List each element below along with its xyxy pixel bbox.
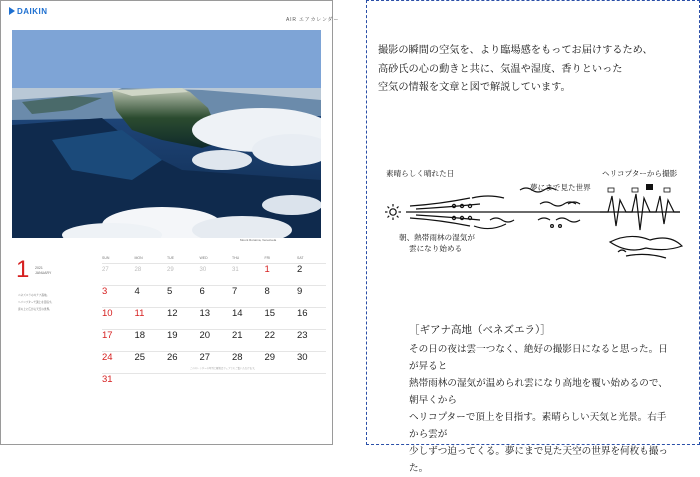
day-number: 10: [102, 308, 113, 319]
calendar-day-cell: [265, 309, 296, 329]
calendar-day-cell: [297, 331, 328, 351]
calendar-day-cell: [232, 287, 263, 307]
intro-text: [378, 42, 678, 98]
calendar-day-cell: [135, 287, 166, 307]
calendar-day-cell: [232, 265, 263, 285]
story-line: ヘリコプターで頂上を目指す。素晴らしい天気と光景。右手から雲が: [409, 412, 667, 440]
day-number: 25: [134, 352, 146, 363]
month-text-line: ベネズエラのギアナ高地。: [18, 294, 50, 297]
photo-caption: Mount Roraima, Venezuela: [240, 238, 277, 242]
day-number: 24: [102, 352, 113, 363]
calendar-day-cell: [200, 265, 231, 285]
flag-icons: [608, 184, 670, 192]
calendar-day-cell: [297, 375, 328, 395]
week-separator: [102, 263, 326, 264]
day-number: 30: [297, 352, 308, 363]
day-of-week-label: FRI: [264, 256, 271, 260]
month-year: 2021: [35, 266, 43, 270]
day-number: 6: [199, 286, 205, 297]
day-number: 28: [232, 352, 243, 363]
air-label: AIR エアカレンダー: [286, 17, 340, 23]
month-text-line: 雲の上に広がる天空の世界。: [18, 308, 52, 311]
logo-mark-icon: [9, 7, 15, 15]
calendar-day-cell: [232, 375, 263, 395]
day-of-week-label: SUN: [102, 256, 110, 260]
day-of-week-label: MON: [134, 256, 143, 260]
calendar-day-cell: [135, 375, 166, 395]
month-text-line: ヘリコプターで頂上を目指す。: [18, 301, 54, 304]
story-title: ［ギアナ高地（ベネズエラ）］: [409, 324, 551, 336]
day-number: 9: [297, 286, 303, 297]
story-line: 少しずつ迫ってくる。夢にまで見た天空の世界を何枚も撮った。: [409, 446, 669, 474]
camera-icon: [646, 184, 653, 190]
calendar-day-cell: [135, 265, 166, 285]
day-number: 29: [264, 352, 276, 363]
day-number: 8: [264, 286, 270, 297]
story-text: [409, 341, 671, 477]
day-of-week-label: THU: [232, 256, 240, 260]
intro-line: 空気の情報を文章と図で解説しています。: [378, 82, 571, 93]
label-heli: ヘリコプターから撮影: [602, 169, 678, 178]
calendar-day-cell: [200, 309, 231, 329]
calendar-day-cell: [167, 265, 198, 285]
calendar-day-cell: [265, 287, 296, 307]
label-morning-line: 朝、熱帯雨林の湿気が: [399, 233, 475, 242]
calendar-day-cell: [265, 331, 296, 351]
intro-line: 高砂氏の心の動きと共に、気温や湿度、香りといった: [378, 63, 623, 75]
day-number: 14: [232, 308, 243, 319]
calendar-day-cell: [167, 331, 198, 351]
day-number: 15: [264, 308, 276, 319]
calendar-day-cell: [102, 287, 133, 307]
month-subtitle: [35, 266, 51, 276]
calendar-day-cell: [135, 331, 166, 351]
calendar-day-cell: [200, 287, 231, 307]
label-morning: [399, 232, 475, 254]
sun-icon: [385, 204, 401, 220]
day-number: 12: [167, 308, 178, 319]
calendar-day-cell: [102, 265, 133, 285]
calendar-day-cell: [232, 353, 263, 373]
day-of-week-label: WED: [199, 256, 208, 260]
label-morning-line: 雲になり始める: [409, 244, 463, 253]
logo-text: DAIKIN: [17, 7, 48, 16]
mesa-illustration: [12, 30, 321, 238]
day-number: 29: [167, 267, 174, 273]
calendar-day-cell: [167, 287, 198, 307]
calendar-day-cell: [297, 309, 328, 329]
day-number: 27: [102, 267, 109, 273]
day-number: 27: [199, 352, 211, 363]
calendar-notes: このカレンダーの写真と解説はウェブでもご覧いただけます。: [190, 367, 257, 370]
calendar-day-cell: [135, 353, 166, 373]
calendar-day-cell: [297, 265, 328, 285]
month-description: [18, 292, 96, 313]
calendar-day-cell: [265, 265, 296, 285]
landscape-photo: [12, 30, 321, 238]
calendar-day-cell: [102, 309, 133, 329]
day-number: 16: [297, 308, 308, 319]
daikin-logo: [9, 7, 48, 16]
day-number: 17: [102, 330, 113, 341]
calendar-day-cell: [265, 353, 296, 373]
day-number: 5: [167, 286, 173, 297]
month-number: 1: [16, 256, 30, 283]
day-number: 23: [297, 330, 308, 341]
day-number: 2: [297, 264, 303, 275]
calendar-day-cell: [102, 331, 133, 351]
calendar-day-cell: [232, 309, 263, 329]
day-number: 4: [134, 286, 140, 297]
day-number: 28: [134, 267, 142, 273]
calendar-day-cell: [265, 375, 296, 395]
day-number: 1: [264, 264, 270, 275]
air-diagram: [370, 160, 700, 270]
calendar-day-cell: [200, 353, 231, 373]
story-line: その日の夜は雲一つなく、絶好の撮影日になると思った。日が昇ると: [409, 344, 668, 372]
day-number: 26: [167, 352, 178, 363]
intro-line: 撮影の瞬間の空気を、より臨場感をもってお届けするため、: [378, 45, 653, 56]
day-number: 20: [199, 330, 211, 341]
story-line: 熱帯雨林の湿気が温められ雲になり高地を覆い始めるので、朝早くから: [409, 378, 668, 406]
calendar-day-cell: [167, 309, 198, 329]
label-dream: 夢にまで見た世界: [530, 183, 591, 192]
day-number: 7: [232, 286, 238, 297]
calendar-day-cell: [102, 375, 133, 395]
label-sunny: 素晴らしく晴れた日: [386, 169, 455, 178]
week-separator: [102, 373, 326, 374]
day-number: 19: [167, 330, 178, 341]
calendar-day-cell: [297, 287, 328, 307]
day-number: 21: [232, 330, 243, 341]
day-number: 18: [134, 330, 146, 341]
calendar-day-cell: [102, 353, 133, 373]
day-number: 13: [199, 308, 211, 319]
calendar-day-cell: [200, 375, 231, 395]
calendar-day-cell: [167, 375, 198, 395]
day-number: 22: [264, 330, 276, 341]
day-of-week-label: SAT: [297, 256, 304, 260]
day-number: 31: [232, 267, 239, 273]
calendar-day-cell: [135, 309, 166, 329]
calendar-day-cell: [297, 353, 328, 373]
month-name: JANUARY: [35, 271, 52, 275]
day-number: 3: [102, 286, 108, 297]
day-number: 11: [134, 308, 145, 319]
calendar-day-cell: [167, 353, 198, 373]
calendar-day-cell: [200, 331, 231, 351]
day-of-week-label: TUE: [167, 256, 174, 260]
day-number: 31: [102, 374, 113, 385]
calendar-day-cell: [232, 331, 263, 351]
day-number: 30: [199, 267, 207, 273]
